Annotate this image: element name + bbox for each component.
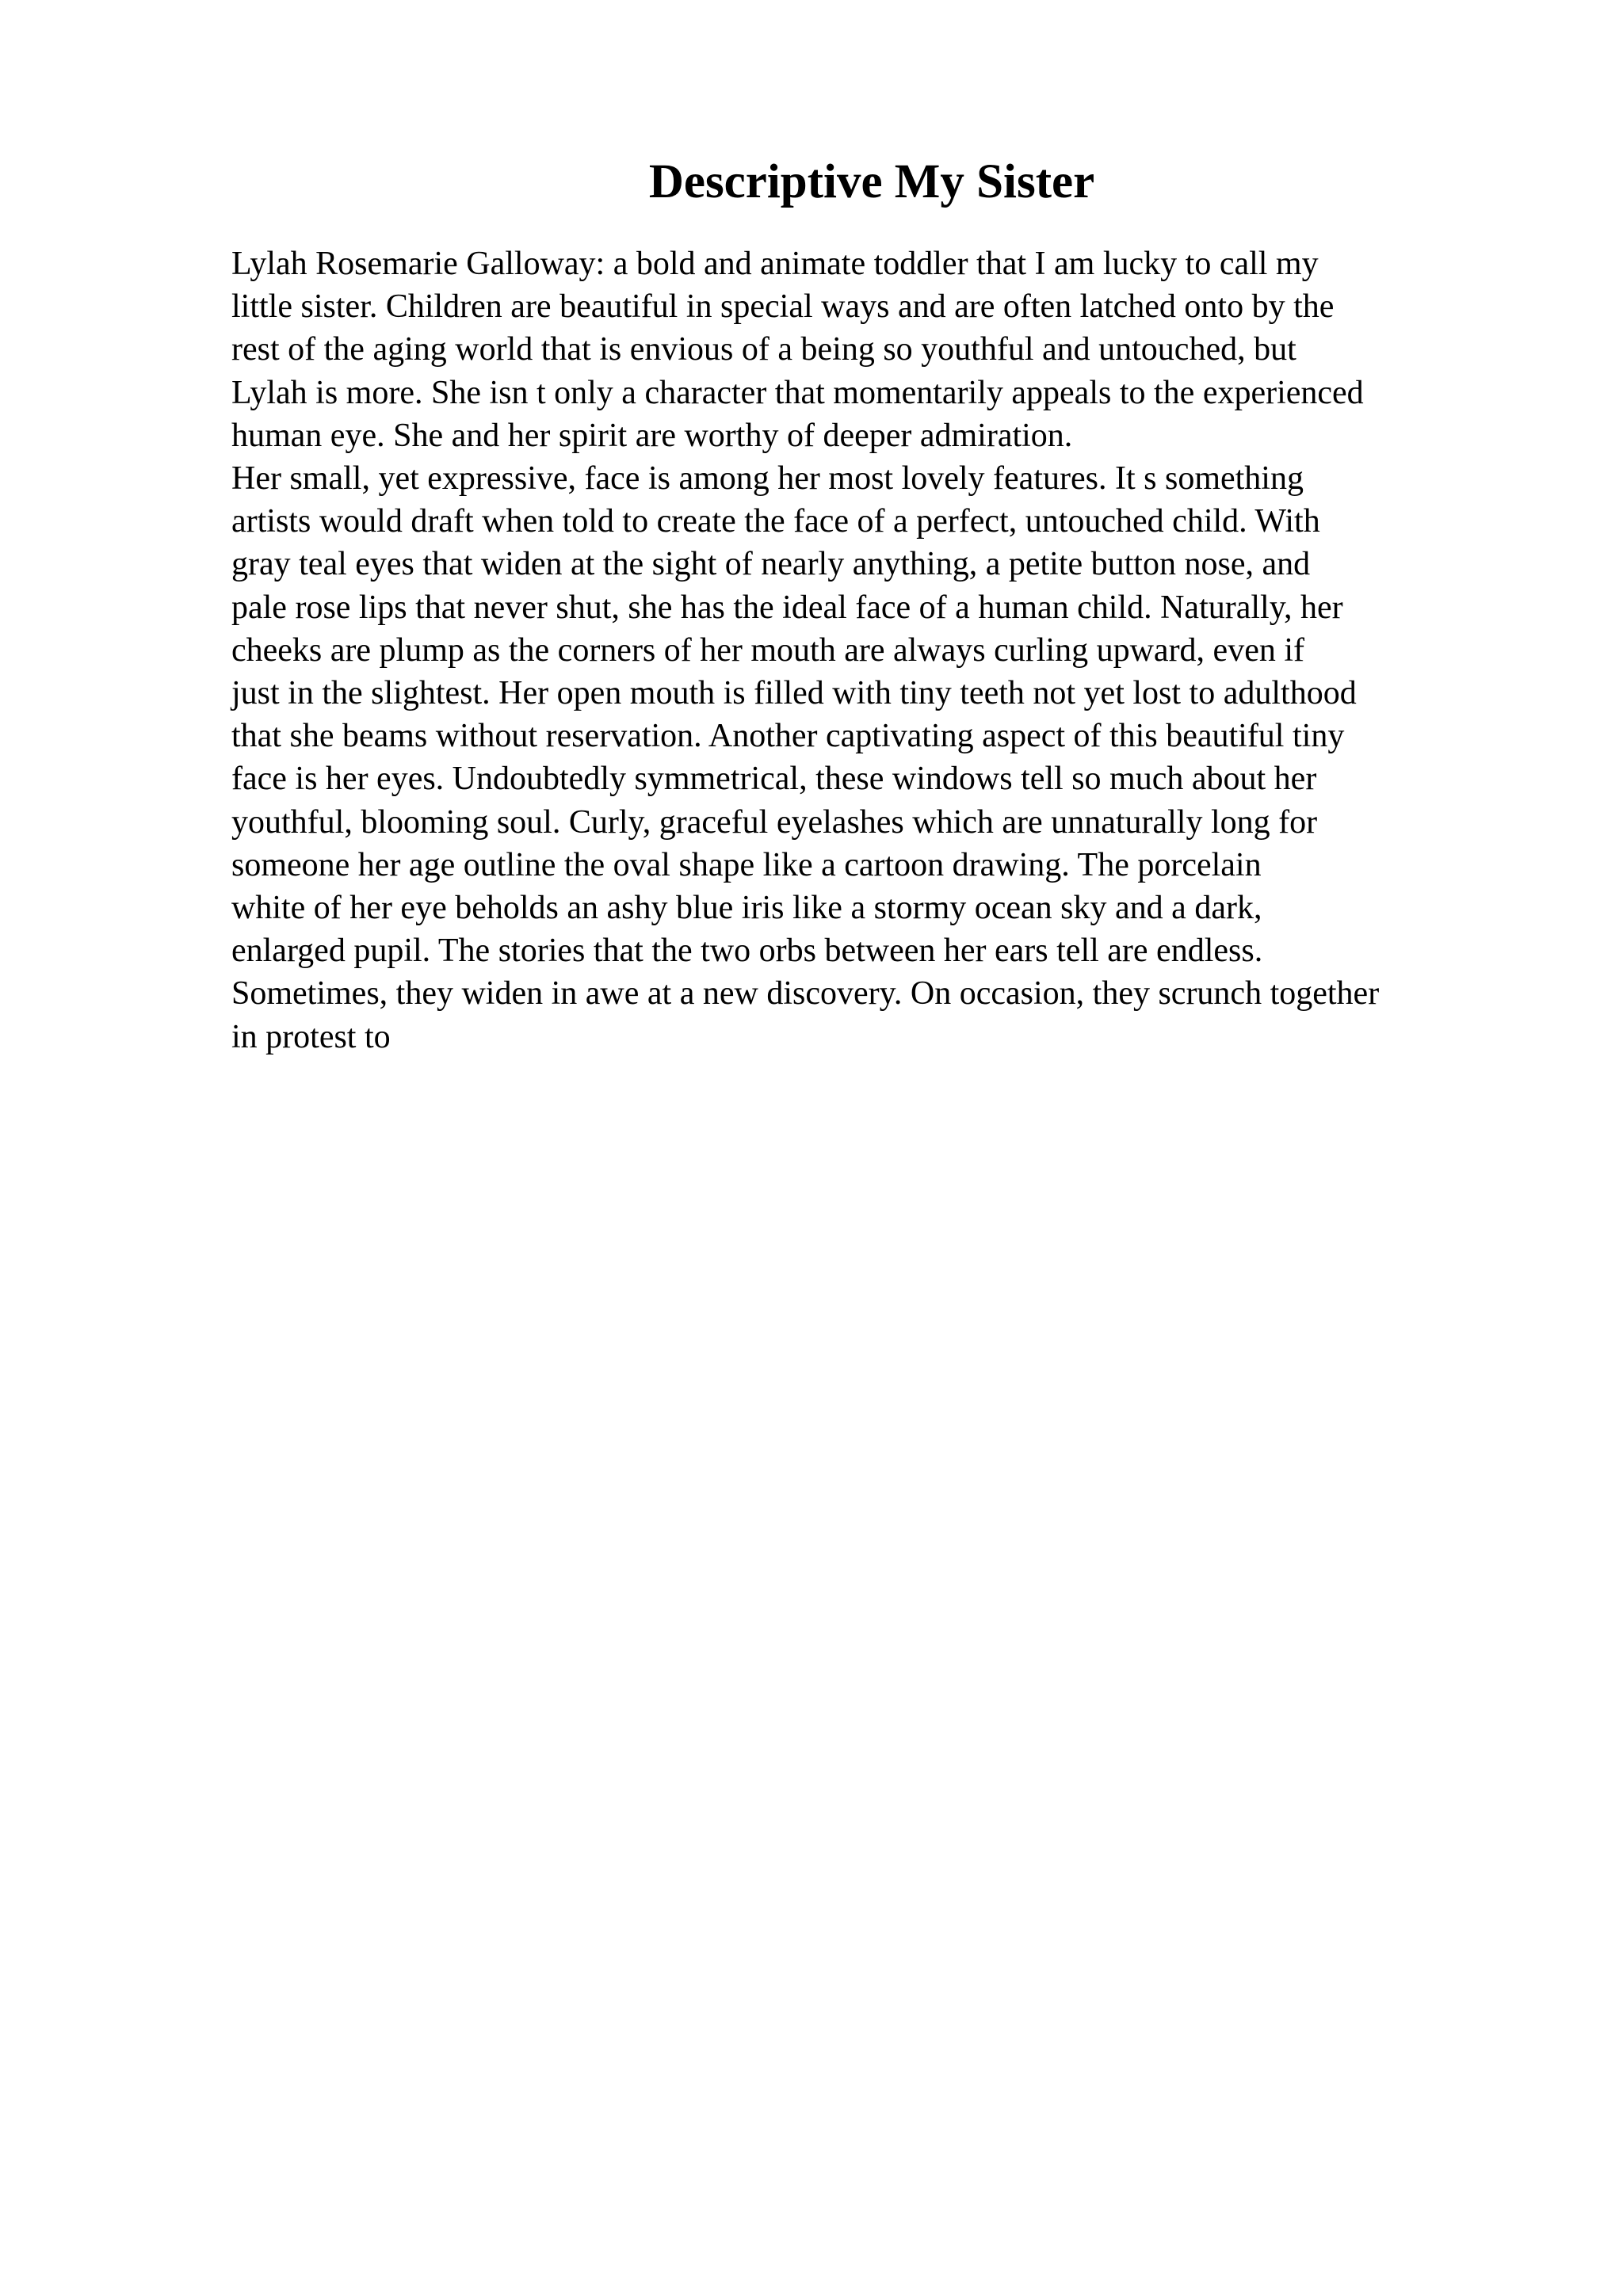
body-line: gray teal eyes that widen at the sight of nearly anything, a petite button nose, and <box>231 546 1311 583</box>
body-line: rest of the aging world that is envious of a being so youthful and untouched, but <box>231 331 1296 368</box>
body-line: cheeks are plump as the corners of her mouth are always curling upward, even if <box>231 631 1304 669</box>
body-line: someone her age outline the oval shape like a cartoon drawing. The porcelain <box>231 846 1262 883</box>
body-line: face is her eyes. Undoubtedly symmetrical, these windows tell so much about her <box>231 761 1317 798</box>
body-line: little sister. Children are beautiful in special ways and are often latched onto by the <box>231 288 1335 326</box>
body-line: just in the slightest. Her open mouth is filled with tiny teeth not yet lost to adulthood <box>231 675 1357 712</box>
body-line: white of her eye beholds an ashy blue iris like a stormy ocean sky and a dark, <box>231 890 1262 927</box>
document-title: Descriptive My Sister <box>648 155 1095 208</box>
body-line: artists would draft when told to create the face of a perfect, untouched child. With <box>231 503 1320 540</box>
body-line: Her small, yet expressive, face is among her most lovely features. It s something <box>231 460 1304 498</box>
body-line: human eye. She and her spirit are worthy of deeper admiration. <box>231 417 1073 454</box>
body-line: that she beams without reservation. Another captivating aspect of this beautiful tiny <box>231 718 1345 755</box>
body-line: Lylah is more. She isn t only a character that momentarily appeals to the experienced <box>231 374 1364 411</box>
document-body <box>231 242 1594 1058</box>
body-line: enlarged pupil. The stories that the two orbs between her ears tell are endless. <box>231 933 1263 970</box>
body-line: pale rose lips that never shut, she has the ideal face of a human child. Naturally, her <box>231 589 1343 626</box>
body-line: Lylah Rosemarie Galloway: a bold and animate toddler that I am lucky to call my <box>231 246 1319 282</box>
body-line: Sometimes, they widen in awe at a new discovery. On occasion, they scrunch together <box>231 975 1380 1013</box>
body-line: youthful, blooming soul. Curly, graceful eyelashes which are unnaturally long for <box>231 803 1318 841</box>
body-line: in protest to <box>231 1018 391 1055</box>
